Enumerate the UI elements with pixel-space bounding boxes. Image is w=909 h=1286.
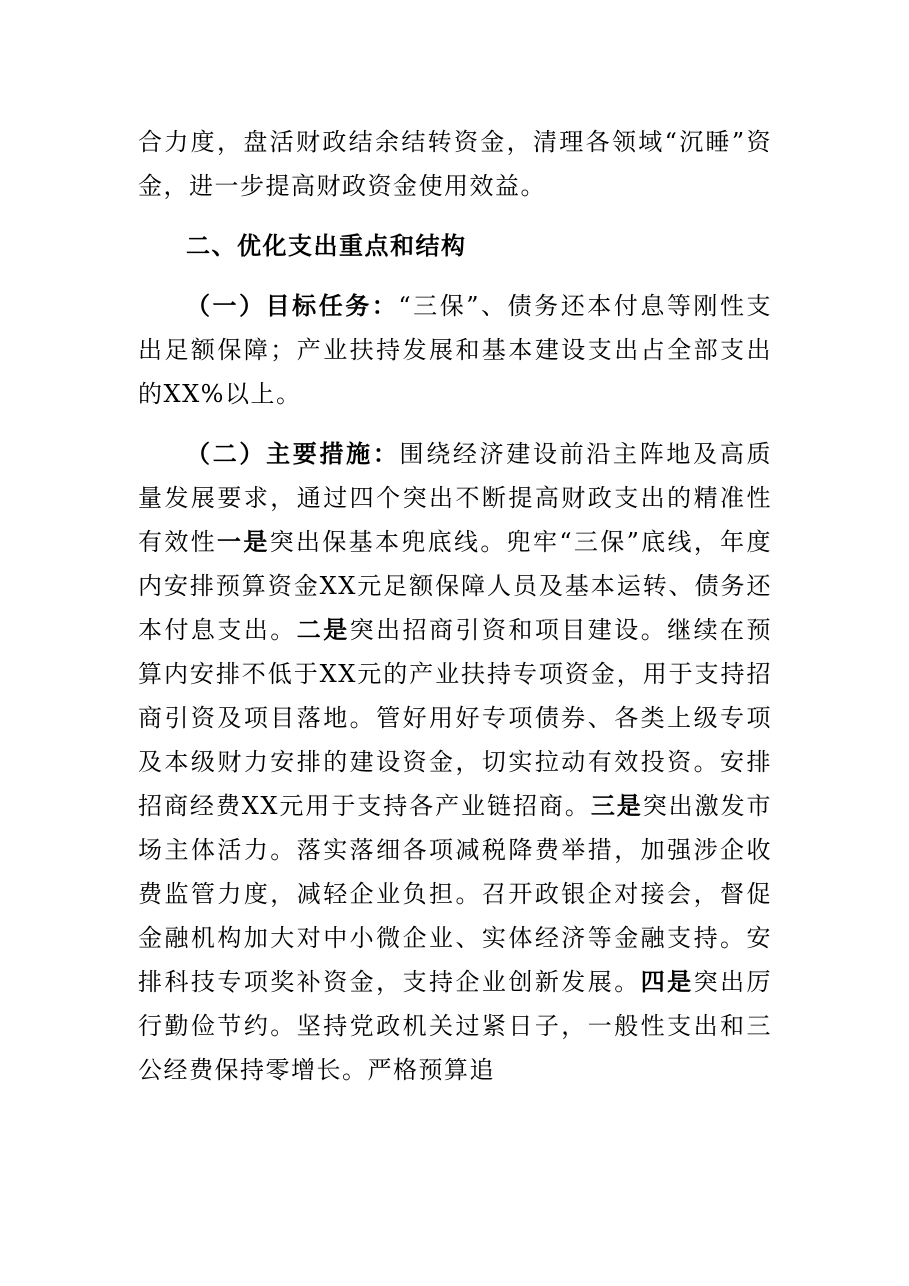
- item-text-2: 突出招商引资和项目建设。继续在预算内安排不低于XX元的产业扶持专项资金，用于支持招商引资及项目落地。管好用好专项债券、各类上级专项及本级财力安排的建设资金，切实拉动有效投资。安排招商经费XX元用于支持各产业链招商。: [138, 616, 773, 820]
- item-label-2: 二是: [296, 616, 350, 644]
- section-heading-text: 二、优化支出重点和结构: [186, 232, 467, 260]
- subheading-label: （二）主要措施：: [186, 440, 400, 468]
- paragraph-target-tasks: [138, 284, 772, 416]
- item-label-3: 三是: [590, 792, 643, 820]
- paragraph-text: “三保”、债务还本付息等刚性支出足额保障；产业扶持发展和基本建设支出占全部支出的XX%以上。: [138, 292, 773, 408]
- item-text-3: 突出激发市场主体活力。落实落细各项减税降费举措，加强涉企收费监管力度，减轻企业负担。召开政银企对接会，督促金融机构加大对中小微企业、实体经济等金融支持。安排科技专项奖补资金，支持企业创新发展。: [138, 792, 773, 996]
- item-text-1: 突出保基本兜底线。兜牢“三保”底线，年度内安排预算资金XX元足额保障人员及基本运转、债务还本付息支出。: [138, 528, 773, 644]
- item-label-1: 一是: [217, 528, 270, 556]
- paragraph-text: 围绕经济建设前沿主阵地及高质量发展要求，通过四个突出不断提高财政支出的精准性有效性: [138, 440, 773, 556]
- paragraph-text: 合力度，盘活财政结余结转资金，清理各领域“沉睡”资金，进一步提高财政资金使用效益。: [138, 128, 772, 200]
- item-label-4: 四是: [640, 968, 694, 996]
- subheading-label: （一）目标任务：: [186, 292, 399, 320]
- paragraph-continuation: [138, 120, 772, 208]
- paragraph-main-measures: [138, 432, 772, 1092]
- section-heading: [138, 224, 772, 268]
- document-page: [138, 120, 772, 1092]
- item-text-4: 突出厉行勤俭节约。坚持党政机关过紧日子，一般性支出和三公经费保持零增长。严格预算追: [138, 968, 773, 1084]
